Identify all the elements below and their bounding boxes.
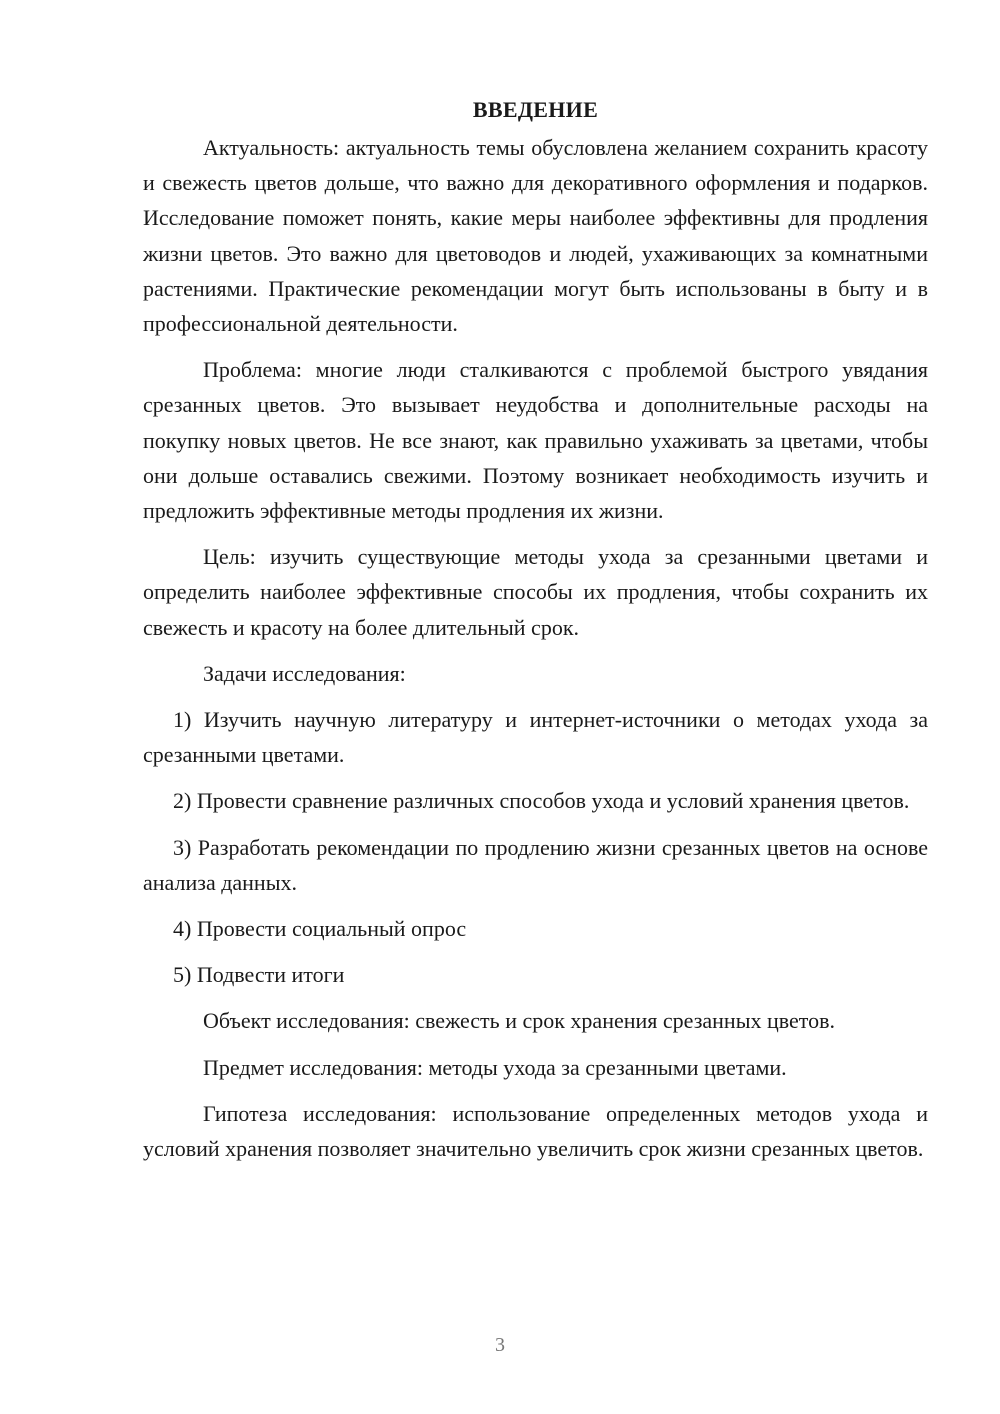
task-item-3: 3) Разработать рекомендации по продлению жизни срезанных цветов на основе анализа данных.	[143, 834, 928, 895]
section-heading: ВВЕДЕНИЕ	[472, 97, 599, 122]
task-item-5: 5) Подвести итоги	[173, 962, 345, 988]
problem-paragraph: Проблема: многие люди сталкиваются с проблемой быстрого увядания срезанных цветов. Это вызывает неудобства и дополнительные расходы на покупку новых цветов. Не все знают, как правильно ухаживать за цветами, чтобы они дольше оставались свежими. Поэтому возникает необходимость изучить и предложить эффективные методы продления их жизни.	[143, 357, 928, 524]
task-item-4: 4) Провести социальный опрос	[173, 916, 467, 942]
task-item-1: 1) Изучить научную литературу и интернет-источники о методах ухода за срезанными цветами.	[143, 707, 928, 768]
subject-paragraph: Предмет исследования: методы ухода за срезанными цветами.	[203, 1054, 787, 1080]
task-item-2: 2) Провести сравнение различных способов ухода и условий хранения цветов.	[173, 788, 910, 814]
goal-paragraph: Цель: изучить существующие методы ухода за срезанными цветами и определить наиболее эффективные способы их продления, чтобы сохранить их свежесть и красоту на более длительный срок.	[143, 544, 928, 640]
relevance-paragraph: Актуальность: актуальность темы обусловлена желанием сохранить красоту и свежесть цветов дольше, что важно для декоративного оформления и подарков. Исследование поможет понять, какие меры наиболее эффективны для продления жизни цветов. Это важно для цветоводов и людей, ухаживающих за комнатными растениями. Практические рекомендации могут быть использованы в быту и в профессиональной деятельности.	[143, 135, 928, 337]
page-number: 3	[495, 1334, 505, 1356]
hypothesis-paragraph: Гипотеза исследования: использование определенных методов ухода и условий хранения позволяет значительно увеличить срок жизни срезанных цветов.	[143, 1100, 928, 1162]
object-paragraph: Объект исследования: свежесть и срок хранения срезанных цветов.	[203, 1008, 835, 1034]
document-page	[143, 92, 928, 1166]
tasks-title: Задачи исследования:	[203, 660, 406, 686]
